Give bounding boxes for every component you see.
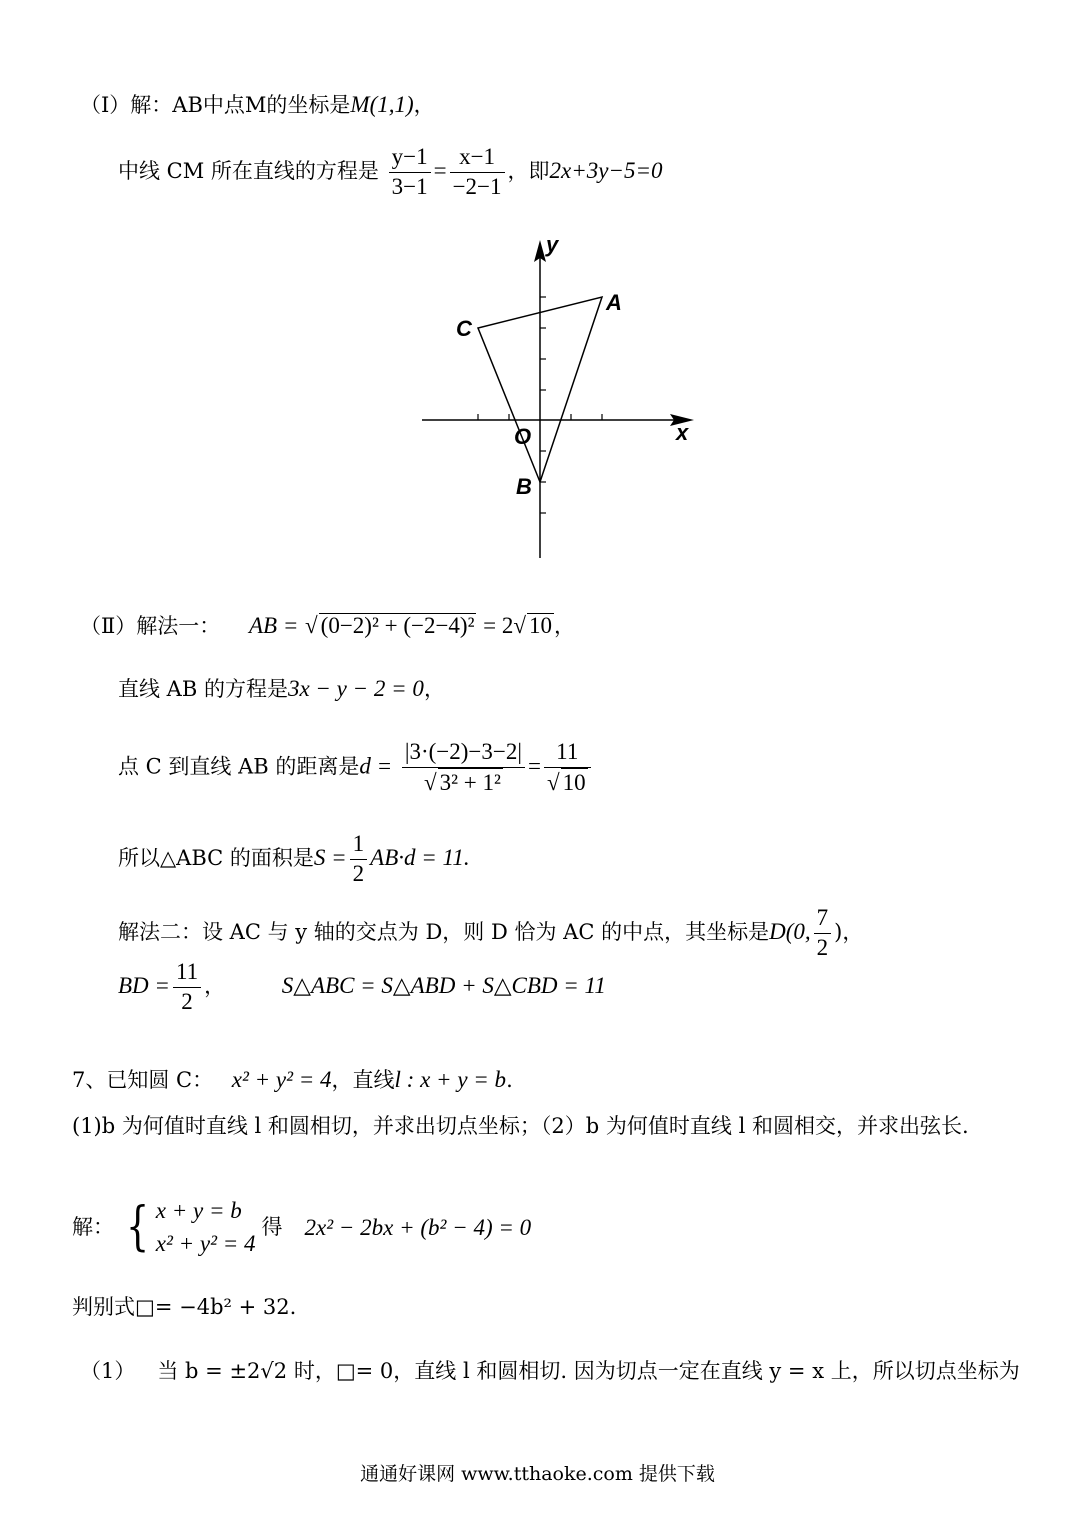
frac-num: x−1 — [450, 143, 505, 173]
equation-system — [156, 1194, 256, 1261]
solution-get: 得 — [261, 1214, 283, 1239]
ab-radicand: (0−2)² + (−2−4)² — [320, 613, 475, 638]
circle-equation: x² + y² = 4 — [231, 1067, 332, 1092]
label-x: x — [676, 420, 689, 445]
q7-solution-system — [72, 1194, 531, 1261]
frac-den: 2 — [816, 934, 829, 960]
area-line — [118, 830, 470, 889]
system-eq2: x² + y² = 4 — [155, 1231, 256, 1257]
case1-line — [80, 1361, 1020, 1382]
equals: = — [527, 753, 541, 779]
line-ab-math: 3x − y − 2 = 0 — [287, 676, 424, 701]
frac-den: 10 — [561, 768, 588, 798]
q7-sub-text: (1)b 为何值时直线 l 和圆相切，并求出切点坐标；（2）b 为何值时直线 l 和圆相交，并求出弦长. — [72, 1114, 969, 1138]
d-eq: d = — [359, 753, 393, 779]
frac-den: 3−1 — [391, 173, 428, 199]
discriminant-text: 判别式□= −4b² + 32. — [72, 1295, 297, 1319]
distance-text: 点 C 到直线 AB 的距离是 — [118, 754, 360, 779]
ab-radicand2: 10 — [529, 613, 553, 638]
frac-den-wrap: √ 3² + 1² — [402, 768, 525, 798]
line-ab-text: 直线 AB 的方程是 — [118, 677, 288, 701]
label-b: B — [516, 474, 532, 499]
frac-num: 1 — [350, 830, 368, 860]
median-equation: 2x+3y−5=0 — [549, 157, 663, 183]
distance-line — [118, 738, 594, 798]
area-sum-expression: S△ABC = S△ABD + S△CBD = 11 — [281, 972, 606, 998]
label-a: A — [606, 290, 622, 315]
discriminant-line — [72, 1297, 296, 1318]
distance-fraction — [402, 738, 525, 798]
solution-label: 解： — [72, 1214, 114, 1239]
q7-subquestion — [72, 1116, 969, 1137]
part2-label: （Ⅱ）解法一： — [80, 614, 221, 638]
d-fraction — [814, 904, 832, 963]
frac-num: y−1 — [389, 143, 431, 173]
area-text: 所以△ABC 的面积是 — [118, 845, 314, 870]
line-ab-equation — [118, 677, 445, 700]
frac-den: 2 — [352, 860, 365, 886]
half-fraction — [350, 830, 368, 889]
frac-num: 11 — [173, 958, 201, 988]
triangle-figure — [0, 0, 1075, 580]
bd-left: BD = — [118, 972, 170, 998]
method2-line — [118, 904, 863, 963]
punct: ， — [423, 677, 445, 701]
q7-title-mid: ，直线 — [331, 1068, 395, 1092]
bd-fraction — [173, 958, 201, 1017]
area-result: AB·d = 11. — [370, 844, 470, 870]
ab-left: AB = — [248, 613, 299, 638]
case1-text: 当 b = ±2√2 时，□= 0，直线 l 和圆相切. 因为切点一定在直线 y = x 上，所以切点坐标为 — [157, 1359, 1020, 1383]
page-footer: 通通好课网 www.tthaoke.com 提供下载 — [360, 1463, 715, 1485]
quadratic-equation: 2x² − 2bx + (b² − 4) = 0 — [304, 1214, 532, 1240]
median-line-text: 中线 CM 所在直线的方程是 — [118, 158, 379, 183]
label-y: y — [546, 232, 559, 257]
case1-label: （1） — [80, 1359, 136, 1383]
punct: ， — [554, 614, 576, 638]
label-o: O — [514, 424, 532, 449]
brace-icon: { — [125, 1197, 149, 1258]
frac-den: 2 — [181, 988, 193, 1014]
distance-result — [544, 738, 591, 798]
frac-den-wrap: √ 10 — [544, 768, 591, 798]
method2-text: 解法二：设 AC 与 y 轴的交点为 D，则 D 恰为 AC 的中点，其坐标是 — [118, 919, 770, 944]
part2-line1: （Ⅱ）解法一： AB = √ (0−2)² + (−2−4)² = 2√ 10， — [80, 613, 576, 638]
midpoint-math: M(1,1) — [350, 92, 414, 117]
frac-den: 3² + 1² — [438, 768, 503, 798]
punct: )， — [834, 919, 864, 944]
line-equation: l : x + y = b — [394, 1067, 507, 1092]
frac-num: |3·(−2)−3−2| — [402, 738, 525, 768]
ab-right: = 2 — [483, 613, 514, 638]
part1-line1-text: （Ⅰ）解：AB中点M的坐标是 — [80, 93, 351, 117]
punct: . — [506, 1068, 513, 1092]
bd-line — [118, 958, 606, 1017]
d-point: D(0, — [769, 918, 811, 944]
frac-den: −2−1 — [452, 173, 502, 199]
label-c: C — [456, 316, 472, 341]
punct: ， — [204, 973, 226, 998]
median-mid-text: ，即 — [507, 158, 550, 183]
frac-num: 7 — [814, 904, 832, 934]
q7-title-text: 7、已知圆 C： — [72, 1068, 214, 1092]
equals: = — [433, 157, 447, 183]
area-s: S = — [313, 844, 347, 870]
punct: ， — [413, 93, 435, 117]
frac-num: 11 — [544, 738, 591, 768]
q7-title — [72, 1068, 513, 1091]
system-eq1: x + y = b — [155, 1198, 242, 1223]
